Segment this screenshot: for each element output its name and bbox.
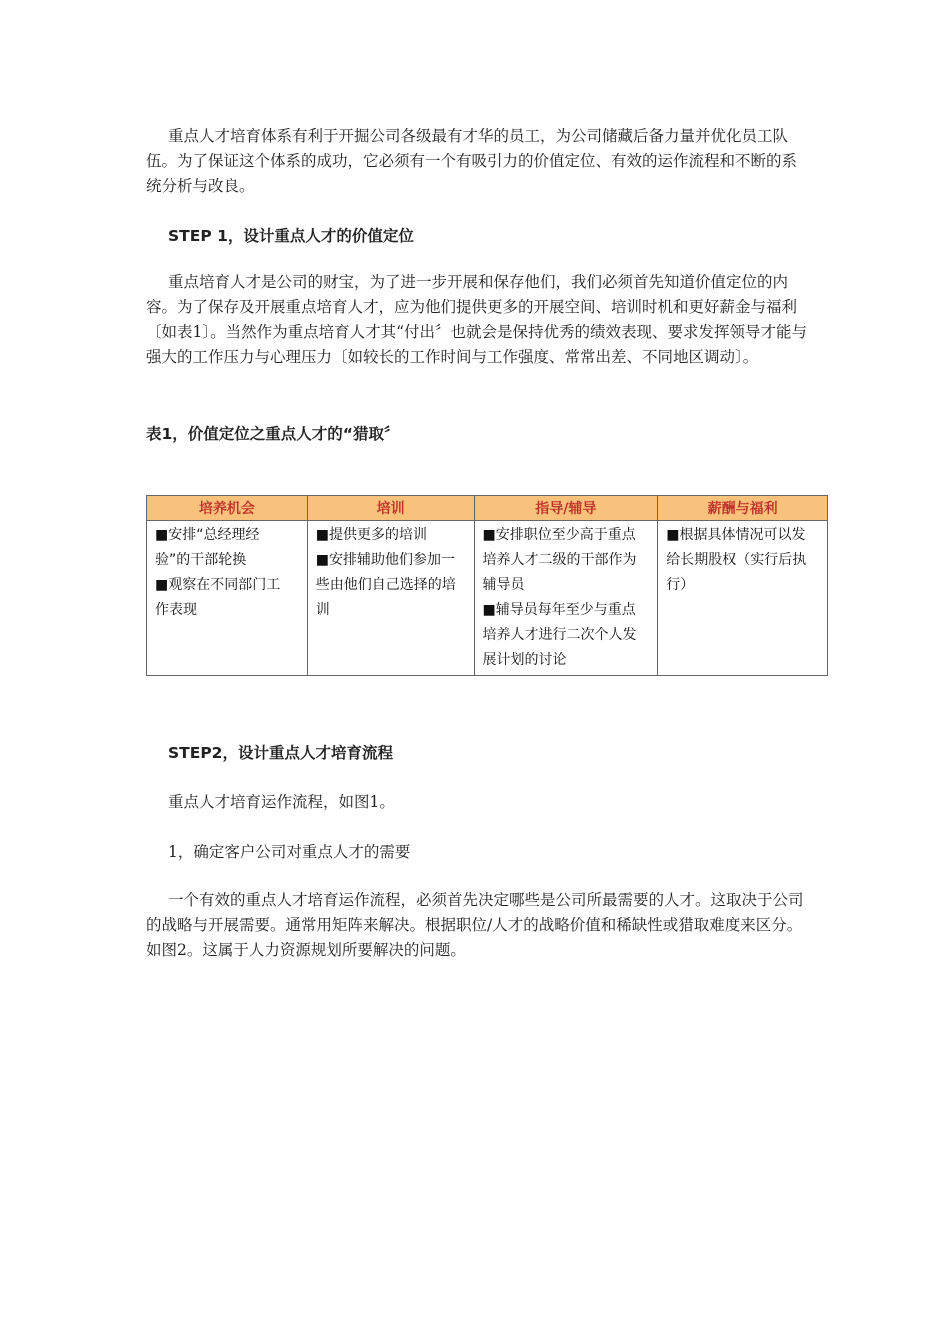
cell-line: 培养人才二级的干部作为: [482, 552, 637, 568]
cell-line: ■安排辅助他们参加一: [315, 552, 456, 568]
cell-line: 辅导员: [482, 577, 525, 593]
cell-line: ■提供更多的培训: [315, 527, 428, 543]
table-header-cell: 薪酬与福利: [658, 496, 828, 521]
cell-line: ■辅导员每年至少与重点: [482, 602, 636, 618]
intro-paragraph: 重点人才培育体系有利于开掘公司各级最有才华的员工，为公司储藏后备力量并优化员工队伍。为了保证这个体系的成功，它必须有一个有吸引力的价值定位、有效的运作流程和不断的系统分析与改良。: [146, 127, 798, 195]
cell-line: 给长期股权（实行后执: [666, 552, 807, 568]
flow-paragraph: 重点人才培育运作流程，如图1。: [168, 793, 395, 811]
cell-line: 展计划的讨论: [482, 652, 567, 668]
table-cell-compensation: [658, 521, 828, 676]
cell-line: ■安排“总经理经: [155, 527, 260, 543]
table-cell-training: [307, 521, 474, 676]
value-paragraph: 重点培育人才是公司的财宝，为了进一步开展和保存他们，我们必须首先知道价值定位的内容。为了保存及开展重点培育人才，应为他们提供更多的开展空间、培训时机和更好薪金与福利〔如表1〕。当然作为重点培育人才其“付出〞也就会是保持优秀的绩效表现、要求发挥领导才能与强大的工作压力与心理压力〔如较长的工作时间与工作强度、常常出差、不同地区调动〕。: [146, 273, 808, 366]
cell-line: 些由他们自己选择的培: [315, 577, 456, 593]
table-header-cell: 培养机会: [147, 496, 308, 521]
cell-line: ■安排职位至少高于重点: [482, 527, 636, 543]
table-caption: 表1，价值定位之重点人才的“猎取〞: [146, 425, 400, 443]
table-cell-mentoring: [474, 521, 658, 676]
cell-line: ■观察在不同部门工: [155, 577, 281, 593]
item1-paragraph: 1，确定客户公司对重点人才的需要: [168, 843, 411, 861]
step1-heading: STEP 1，设计重点人才的价值定位: [168, 227, 414, 245]
table-header-row: [147, 496, 828, 521]
cell-line: 行）: [666, 577, 695, 593]
cell-line: 培养人才进行二次个人发: [482, 627, 637, 643]
cell-line: 训: [315, 602, 330, 618]
table-cell-opportunity: [147, 521, 308, 676]
cell-line: ■根据具体情况可以发: [666, 527, 806, 543]
step2-heading: STEP2，设计重点人才培育流程: [168, 744, 393, 762]
value-table: [146, 495, 828, 676]
need-paragraph: 一个有效的重点人才培育运作流程，必须首先决定哪些是公司所最需要的人才。这取决于公司的战略与开展需要。通常用矩阵来解决。根据职位/人才的战略价值和稀缺性或猎取难度来区分。如图2。这属于人力资源规划所要解决的问题。: [146, 891, 804, 959]
cell-line: 作表现: [155, 602, 197, 618]
cell-line: 验”的干部轮换: [155, 552, 247, 568]
table-header-cell: 培训: [307, 496, 474, 521]
table-header-cell: 指导/辅导: [474, 496, 658, 521]
table-row: [147, 521, 828, 676]
